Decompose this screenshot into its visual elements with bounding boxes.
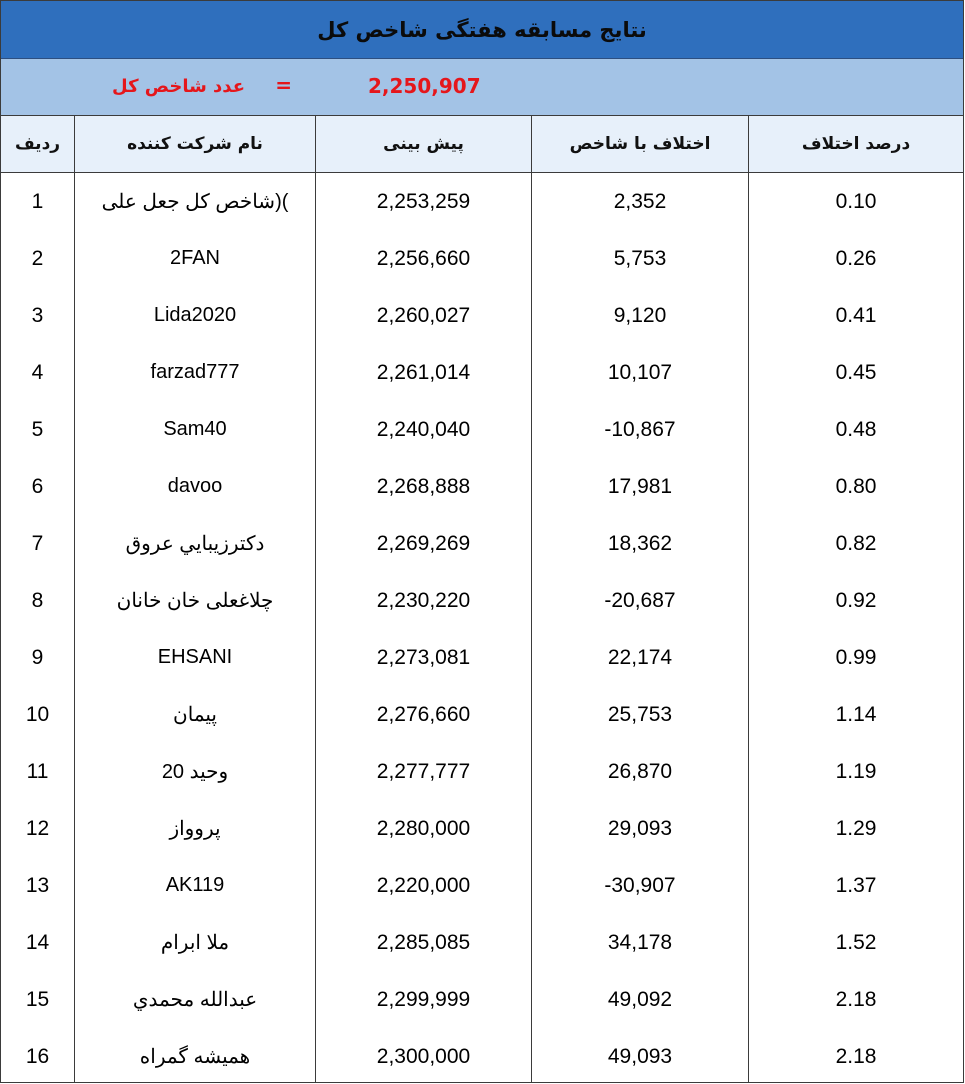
cell-rank: 11 <box>26 759 49 783</box>
cell-difference: -10,867 <box>531 401 748 458</box>
cell-percent: 0.41 <box>748 287 963 344</box>
cell-rank: 7 <box>31 531 44 555</box>
header-rank: ردیف <box>14 134 61 154</box>
cell-rank: 13 <box>25 873 50 897</box>
cell-prediction: 2,260,027 <box>315 287 531 344</box>
table-row <box>1 686 963 744</box>
table-row <box>1 458 963 516</box>
cell-percent: 0.26 <box>748 230 963 287</box>
cell-percent: 0.92 <box>748 572 963 629</box>
cell-difference: 49,093 <box>531 1028 748 1083</box>
cell-rank: 4 <box>31 360 44 384</box>
table-row <box>1 344 963 402</box>
cell-name: دکترزيبايي عروق <box>74 515 315 572</box>
cell-name: Sam40 <box>74 401 315 458</box>
cell-percent: 2.18 <box>748 1028 963 1083</box>
cell-rank: 8 <box>31 588 44 612</box>
table-row <box>1 287 963 345</box>
table-row <box>1 743 963 801</box>
cell-rank: 15 <box>25 987 50 1011</box>
cell-difference: -30,907 <box>531 857 748 914</box>
index-label: عدد شاخص کل <box>112 76 245 97</box>
cell-difference: 17,981 <box>531 458 748 515</box>
table-row <box>1 914 963 972</box>
cell-prediction: 2,256,660 <box>315 230 531 287</box>
table-row <box>1 515 963 573</box>
cell-name: وحید 20 <box>74 743 315 800</box>
cell-percent: 1.37 <box>748 857 963 914</box>
table-row <box>1 971 963 1029</box>
cell-name: davoo <box>74 458 315 515</box>
cell-difference: 2,352 <box>531 173 748 230</box>
cell-percent: 0.82 <box>748 515 963 572</box>
table-row <box>1 629 963 687</box>
cell-name: همیشه گمراه <box>74 1028 315 1083</box>
cell-rank: 6 <box>31 474 44 498</box>
cell-difference: 9,120 <box>531 287 748 344</box>
header-percent: درصد اختلاف <box>748 116 963 172</box>
cell-rank: 1 <box>31 189 44 213</box>
header-prediction: پیش بینی <box>315 116 531 172</box>
cell-prediction: 2,273,081 <box>315 629 531 686</box>
cell-percent: 1.19 <box>748 743 963 800</box>
cell-rank: 9 <box>31 645 44 669</box>
cell-percent: 1.14 <box>748 686 963 743</box>
cell-prediction: 2,253,259 <box>315 173 531 230</box>
cell-name: farzad777 <box>74 344 315 401</box>
table-row <box>1 173 963 231</box>
cell-prediction: 2,300,000 <box>315 1028 531 1083</box>
cell-difference: 18,362 <box>531 515 748 572</box>
cell-prediction: 2,285,085 <box>315 914 531 971</box>
cell-prediction: 2,276,660 <box>315 686 531 743</box>
cell-prediction: 2,299,999 <box>315 971 531 1028</box>
cell-name: عبدالله محمدي <box>74 971 315 1028</box>
table-title <box>1 1 963 59</box>
header-difference: اختلاف با شاخص <box>531 116 748 172</box>
index-value: 2,250,907 <box>368 74 481 98</box>
cell-rank: 10 <box>25 702 50 726</box>
table-row <box>1 857 963 915</box>
cell-prediction: 2,261,014 <box>315 344 531 401</box>
cell-name: 2FAN <box>74 230 315 287</box>
cell-difference: 26,870 <box>531 743 748 800</box>
cell-percent: 0.45 <box>748 344 963 401</box>
cell-prediction: 2,269,269 <box>315 515 531 572</box>
cell-difference: 49,092 <box>531 971 748 1028</box>
index-equals-sign: = <box>275 73 292 97</box>
cell-difference: 10,107 <box>531 344 748 401</box>
table-row <box>1 230 963 288</box>
table-row <box>1 800 963 858</box>
cell-prediction: 2,220,000 <box>315 857 531 914</box>
cell-prediction: 2,268,888 <box>315 458 531 515</box>
cell-prediction: 2,230,220 <box>315 572 531 629</box>
cell-percent: 1.52 <box>748 914 963 971</box>
cell-name: Lida2020 <box>74 287 315 344</box>
cell-percent: 0.10 <box>748 173 963 230</box>
cell-percent: 1.29 <box>748 800 963 857</box>
cell-prediction: 2,280,000 <box>315 800 531 857</box>
cell-difference: 5,753 <box>531 230 748 287</box>
table-title-text: نتایج مسابقه هفتگی شاخص کل <box>317 17 647 42</box>
index-summary-bar <box>1 59 963 116</box>
cell-name: )(شاخص کل جعل علی <box>74 173 315 230</box>
cell-name: پیمان <box>74 686 315 743</box>
table-row <box>1 1028 963 1083</box>
table-header-row <box>1 116 963 173</box>
cell-percent: 0.99 <box>748 629 963 686</box>
cell-name: چلاغعلی خان خانان <box>74 572 315 629</box>
cell-name: پروواز <box>74 800 315 857</box>
cell-difference: -20,687 <box>531 572 748 629</box>
cell-difference: 29,093 <box>531 800 748 857</box>
cell-rank: 14 <box>25 930 50 954</box>
cell-difference: 34,178 <box>531 914 748 971</box>
cell-rank: 16 <box>25 1044 50 1068</box>
cell-percent: 0.80 <box>748 458 963 515</box>
table-row <box>1 572 963 630</box>
cell-percent: 2.18 <box>748 971 963 1028</box>
table-row <box>1 401 963 459</box>
cell-prediction: 2,240,040 <box>315 401 531 458</box>
cell-difference: 22,174 <box>531 629 748 686</box>
cell-difference: 25,753 <box>531 686 748 743</box>
header-name: نام شرکت کننده <box>74 116 315 172</box>
cell-name: ملا ابرام <box>74 914 315 971</box>
cell-name: AK119 <box>74 857 315 914</box>
cell-percent: 0.48 <box>748 401 963 458</box>
cell-rank: 3 <box>31 303 44 327</box>
cell-rank: 2 <box>31 246 44 270</box>
cell-rank: 5 <box>31 417 44 441</box>
cell-name: EHSANI <box>74 629 315 686</box>
cell-prediction: 2,277,777 <box>315 743 531 800</box>
cell-rank: 12 <box>25 816 50 840</box>
